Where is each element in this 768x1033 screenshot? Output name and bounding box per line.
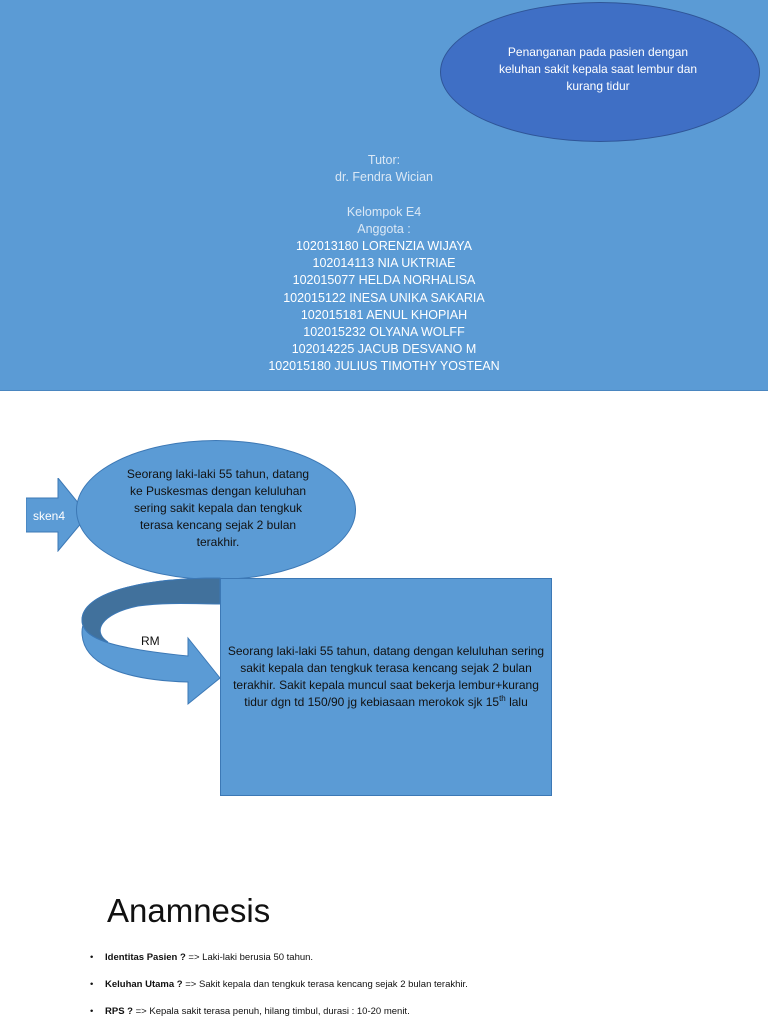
slide-title: Penanganan pada pasien dengan keluhan sakit kepala saat lembur dan kurang tidur xyxy=(498,45,698,93)
member-item: 102014113 NIA UKTRIAE xyxy=(312,256,456,271)
list-item: • Keluhan Utama ? => Sakit kepala dan tengkuk terasa kencang sejak 2 bulan terakhir. xyxy=(90,979,468,1006)
member-item: 102015180 JULIUS TIMOTHY YOSTEAN xyxy=(268,359,500,374)
member-item: 102015181 AENUL KHOPIAH xyxy=(300,307,468,322)
anamnesis-list xyxy=(90,952,468,1033)
anamnesis-title: Anamnesis xyxy=(107,892,271,929)
member-item: 102013180 LORENZIA WIJAYA xyxy=(295,239,472,253)
member-item: 102015122 INESA UNIKA SAKARIA xyxy=(283,290,485,305)
member-item: 102015232 OLYANA WOLFF xyxy=(303,325,465,340)
rm-text: Seorang laki-laki 55 tahun, datang dengan keluluhan sering sakit kepala dan tengkuk terasa kencang sejak 2 bulan terakhir. Sakit kepala muncul saat bekerja lembur+kurang tidur dgn td 150/90 jg kebiasaan merokok sjk 15th lalu xyxy=(227,644,545,709)
scenario-text: Seorang laki-laki 55 tahun, datang ke Puskesmas dengan keluluhan sering sakit kepala dan tengkuk terasa kencang sejak 2 bulan terakhir. xyxy=(126,467,310,549)
tutor-name: dr. Fendra Wician xyxy=(335,170,433,185)
sken-label: sken4 xyxy=(33,509,66,523)
title-slide xyxy=(0,0,768,391)
members-heading: Anggota : xyxy=(357,221,411,236)
tutor-heading: Tutor: xyxy=(367,153,401,167)
rm-label: RM xyxy=(141,634,160,648)
list-item: • RPS ? => Kepala sakit terasa penuh, hilang timbul, durasi : 10-20 menit. xyxy=(90,1006,468,1033)
member-item: 102015077 HELDA NORHALISA xyxy=(292,273,476,288)
group-name: Kelompok E4 xyxy=(346,204,422,219)
member-item: 102014225 JACUB DESVANO M xyxy=(291,342,477,357)
list-item: • Identitas Pasien ? => Laki-laki berusia 50 tahun. xyxy=(90,952,468,979)
credits xyxy=(234,152,534,376)
